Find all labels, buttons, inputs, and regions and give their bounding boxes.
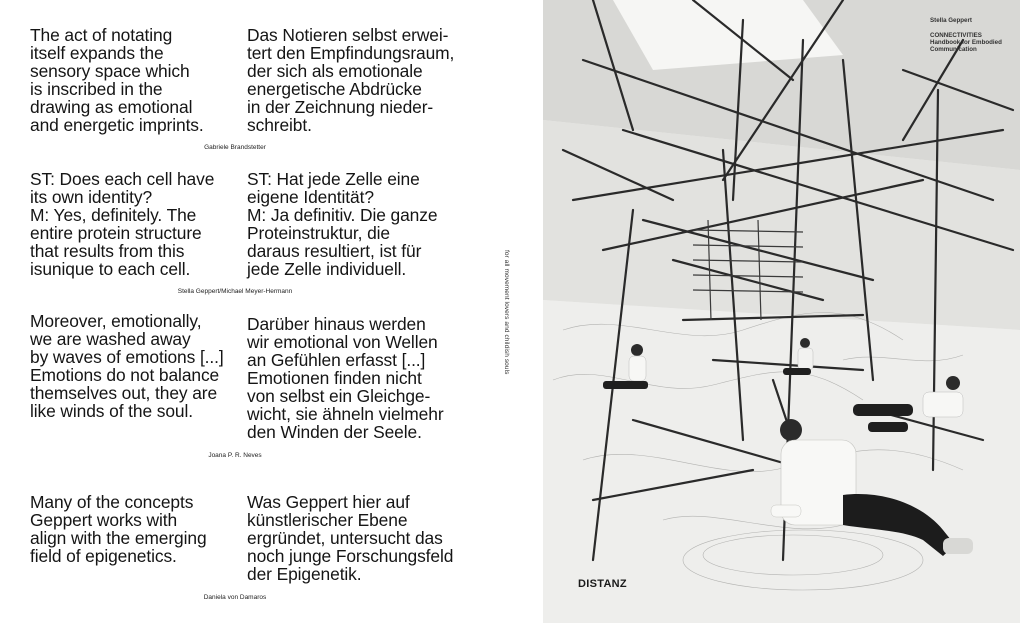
cover-subtitle: Handbook for Embodied Communication <box>930 39 1002 53</box>
publisher-logo: DISTANZ <box>578 578 627 590</box>
cover-author: Stella Geppert <box>930 17 972 24</box>
quote-2-german: ST: Hat jede Zelle eine eigene Identität? M: Ja definitiv. Die ganze Proteinstruktur, die daraus resultiert, ist für jede Zelle individuell. <box>247 169 438 279</box>
front-cover <box>543 0 1020 623</box>
quote-1-english: The act of notating itself expands the sensory space which is inscribed in the drawing as emotional and energetic imprints. <box>30 25 204 135</box>
quote-3-english: Moreover, emotionally, we are washed away by waves of emotions [...] Emotions do not balance themselves out, they are like winds of the soul. <box>30 311 224 421</box>
quote-4-credit: Daniela von Damaros <box>203 594 267 601</box>
quote-2-english: ST: Does each cell have its own identity? M: Yes, definitely. The entire protein structure that results from this isunique to each cell. <box>30 169 215 279</box>
spine-dedication: for all movement lovers and childish souls <box>503 250 510 375</box>
quote-2-credit: Stella Geppert/Michael Meyer-Hermann <box>177 288 293 295</box>
cover-series-title: CONNECTIVITIES <box>930 32 982 39</box>
quote-4-english: Many of the concepts Geppert works with align with the emerging field of epigenetics. <box>30 492 207 566</box>
installation-photo <box>543 0 1020 623</box>
quote-4-german: Was Geppert hier auf künstlerischer Ebene ergründet, untersucht das noch junge Forschungsfeld der Epigenetik. <box>247 492 454 584</box>
quote-3-german: Darüber hinaus werden wir emotional von Wellen an Gefühlen erfasst [...] Emotionen finden nicht von selbst ein Gleichge- wicht, sie ähneln vielmehr den Winden der Seele. <box>247 314 444 442</box>
quote-1-credit: Gabriele Brandstetter <box>204 144 266 151</box>
cover-title-block <box>930 17 1015 53</box>
quote-3-credit: Joana P. R. Neves <box>208 452 262 459</box>
quote-1-german: Das Notieren selbst erwei- tert den Empfindungsraum, der sich als emotionale energetische Abdrücke in der Zeichnung nieder- schreibt. <box>247 25 455 135</box>
